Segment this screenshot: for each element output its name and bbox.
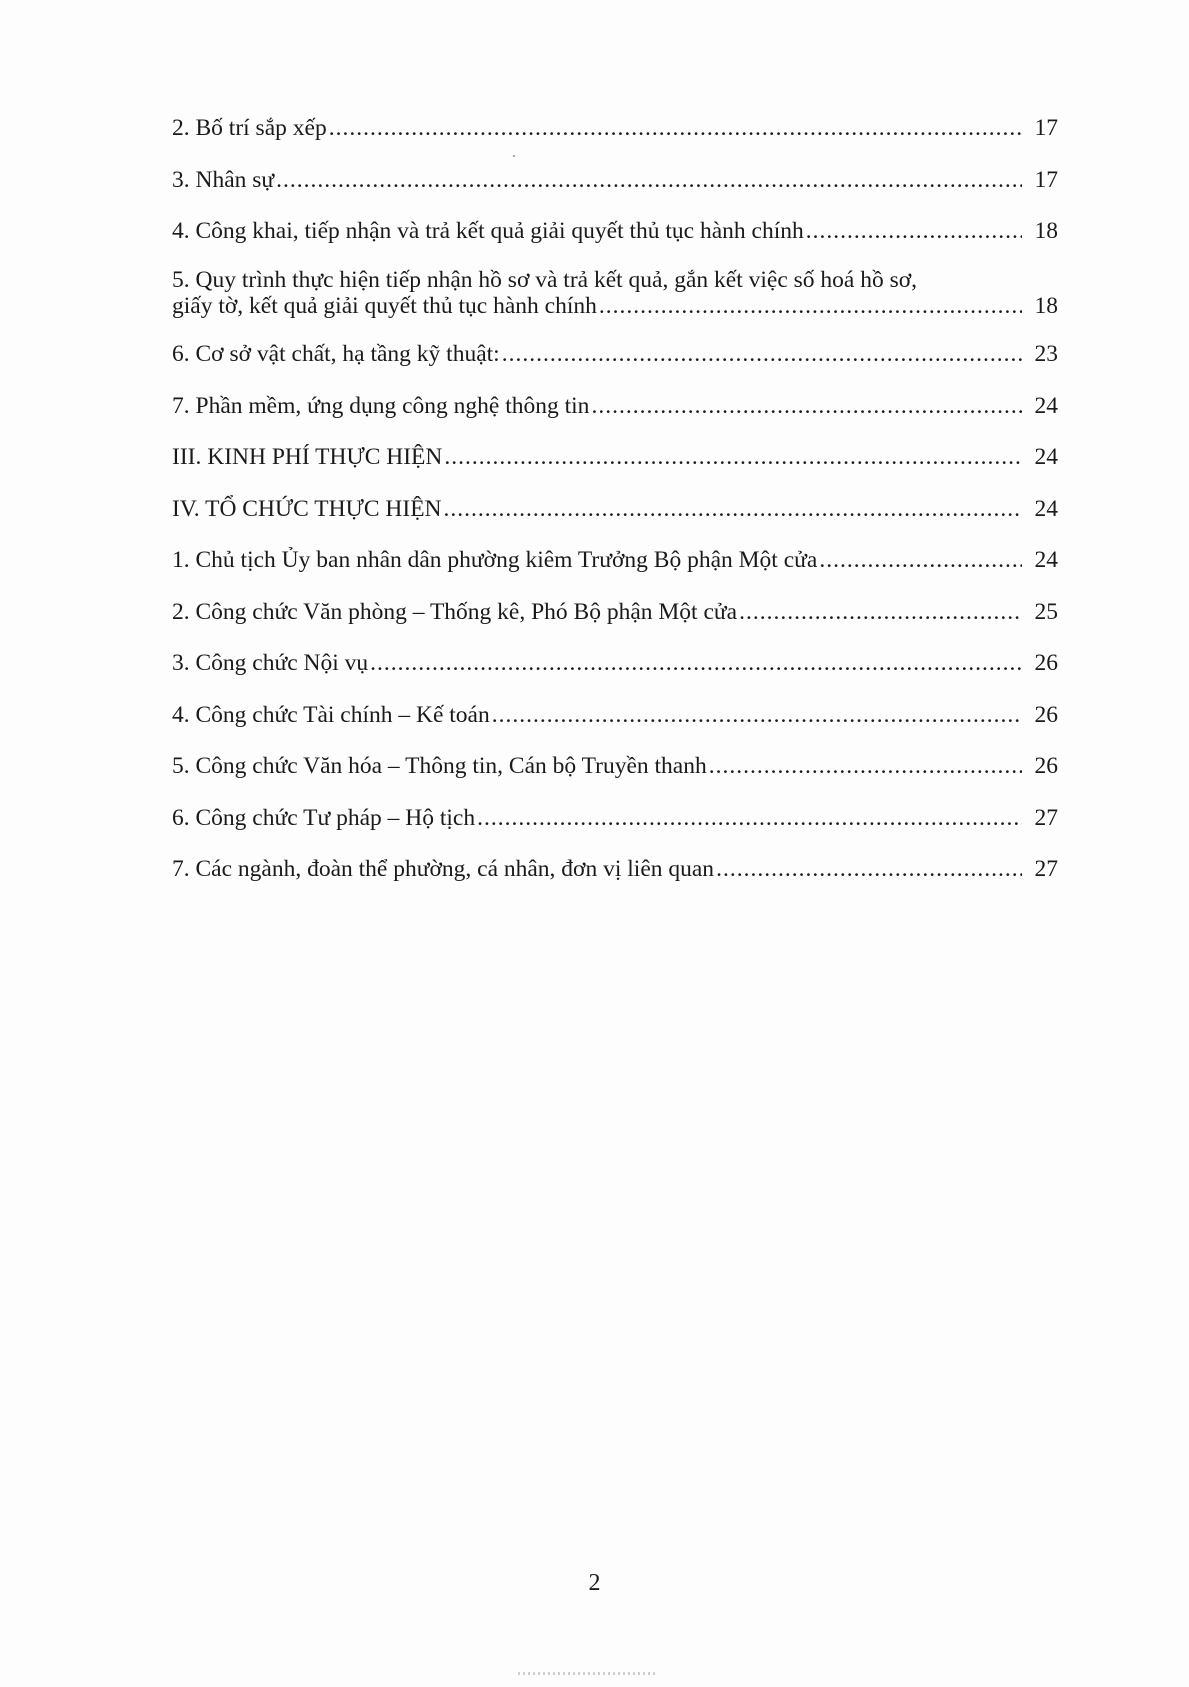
toc-entry-to-chuc-thuc-hien[interactable] [172, 493, 1058, 525]
toc-entry-page: 26 [1034, 753, 1058, 779]
toc-entry-page: 25 [1034, 598, 1058, 625]
toc-entry-kinh-phi[interactable] [172, 441, 1058, 473]
table-of-contents [172, 112, 1058, 905]
toc-entry-label: IV. TỔ CHỨC THỰC HIỆN [172, 495, 442, 522]
toc-entry-label: 7. Các ngành, đoàn thể phường, cá nhân, đơn vị liên quan [172, 856, 715, 882]
toc-dot-leader [477, 802, 1022, 834]
toc-dot-leader [502, 338, 1022, 370]
toc-entry-van-hoa[interactable] [172, 750, 1058, 782]
toc-entry-label: giấy tờ, kết quả giải quyết thủ tục hành chính [172, 292, 597, 319]
toc-entry-cac-nganh[interactable] [172, 853, 1058, 885]
toc-dot-leader [599, 293, 1022, 319]
toc-entry-label: III. KINH PHÍ THỰC HIỆN [172, 444, 443, 470]
toc-entry-label-line1: 5. Quy trình thực hiện tiếp nhận hồ sơ và trả kết quả, gắn kết việc số hoá hồ sơ, [172, 266, 918, 293]
toc-dot-leader [370, 647, 1022, 679]
toc-entry-label: 6. Công chức Tư pháp – Hộ tịch [172, 804, 476, 831]
toc-dot-leader [492, 699, 1022, 731]
toc-entry-label: 3. Nhân sự [172, 166, 275, 193]
toc-entry-page: 24 [1034, 495, 1058, 522]
toc-dot-leader [806, 215, 1022, 247]
toc-dot-leader [276, 164, 1022, 196]
scan-artifact-marks [518, 1672, 658, 1675]
toc-dot-leader [716, 853, 1022, 885]
toc-entry-label: 3. Công chức Nội vụ [172, 650, 369, 676]
toc-entry-van-phong[interactable] [172, 596, 1058, 628]
toc-entry-page: 18 [1034, 292, 1058, 319]
toc-dot-leader [591, 390, 1022, 422]
toc-entry-bo-tri-sap-xep[interactable] [172, 112, 1058, 144]
toc-dot-leader [329, 112, 1022, 144]
toc-entry-cong-khai[interactable] [172, 215, 1058, 247]
toc-entry-tai-chinh[interactable] [172, 699, 1058, 731]
toc-entry-label: 2. Công chức Văn phòng – Thống kê, Phó Bộ phận Một cửa [172, 598, 738, 625]
toc-entry-label: 2. Bố trí sắp xếp [172, 115, 327, 141]
toc-entry-quy-trinh[interactable] [172, 267, 1058, 319]
toc-entry-page: 26 [1034, 701, 1058, 728]
toc-entry-label: 4. Công chức Tài chính – Kế toán [172, 701, 490, 728]
toc-entry-page: 17 [1034, 166, 1058, 193]
toc-dot-leader [444, 441, 1022, 473]
toc-entry-label: 1. Chủ tịch Ủy ban nhân dân phường kiêm Trưởng Bộ phận Một cửa [172, 547, 818, 573]
toc-dot-leader [819, 544, 1022, 576]
toc-entry-page: 24 [1034, 444, 1058, 470]
toc-entry-label: 6. Cơ sở vật chất, hạ tầng kỹ thuật: [172, 341, 500, 367]
toc-entry-label: 7. Phần mềm, ứng dụng công nghệ thông tin [172, 392, 590, 419]
toc-entry-page: 17 [1034, 115, 1058, 141]
toc-entry-label: 5. Công chức Văn hóa – Thông tin, Cán bộ Truyền thanh [172, 753, 707, 779]
toc-entry-page: 18 [1034, 218, 1058, 244]
toc-dot-leader [444, 493, 1022, 525]
toc-entry-page: 27 [1034, 856, 1058, 882]
toc-entry-page: 27 [1034, 804, 1058, 831]
toc-entry-tu-phap[interactable] [172, 802, 1058, 834]
toc-entry-label: 4. Công khai, tiếp nhận và trả kết quả giải quyết thủ tục hành chính [172, 218, 804, 244]
toc-entry-nhan-su[interactable] [172, 164, 1058, 196]
toc-dot-leader [709, 750, 1022, 782]
toc-entry-page: 23 [1034, 341, 1058, 367]
toc-dot-leader [739, 596, 1022, 628]
toc-entry-page: 24 [1034, 392, 1058, 419]
toc-entry-noi-vu[interactable] [172, 647, 1058, 679]
page-number: 2 [588, 1570, 601, 1596]
toc-entry-chu-tich[interactable] [172, 544, 1058, 576]
toc-entry-page: 26 [1034, 650, 1058, 676]
toc-entry-page: 24 [1034, 547, 1058, 573]
toc-entry-phan-mem[interactable] [172, 390, 1058, 422]
toc-entry-co-so-vat-chat[interactable] [172, 338, 1058, 370]
